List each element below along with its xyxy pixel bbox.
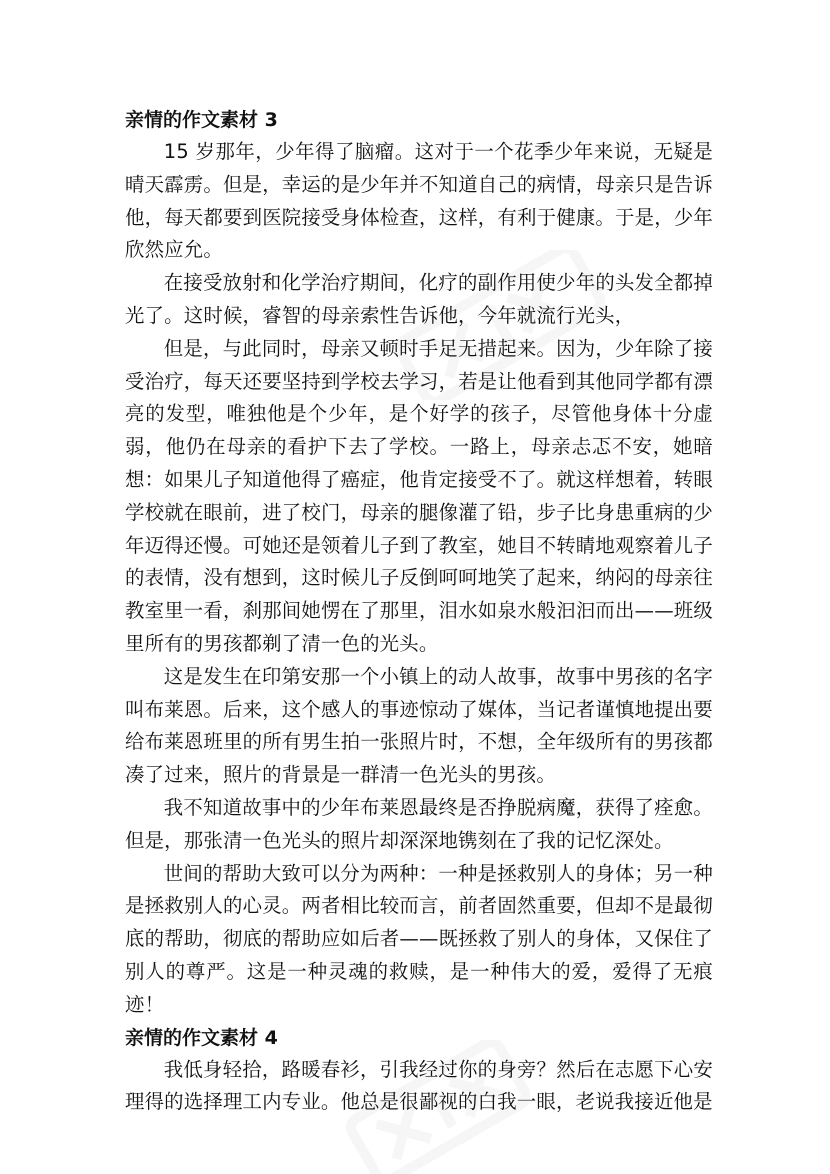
- paragraph: 在接受放射和化学治疗期间，化疗的副作用使少年的头发全都掉光了。这时候，睿智的母亲索性告诉他，今年就流行光头，: [125, 271, 713, 327]
- section-heading: 亲情的作文素材 4: [125, 1026, 278, 1049]
- article-body: [125, 104, 713, 1119]
- paragraph: 但是，与此同时，母亲又顿时手足无措起来。因为，少年除了接受治疗，每天还要坚持到学校去学习，若是让他看到其他同学都有漂亮的发型，唯独他是个少年，是个好学的孩子，尽管他身体十分虚弱，他仍在母亲的看护下去了学校。一路上，母亲忐忑不安，她暗想：如果儿子知道他得了癌症，他肯定接受不了。就这样想着，转眼学校就在眼前，进了校门，母亲的腿像灌了铅，步子比身患重病的少年迈得还慢。可她还是领着儿子到了教室，她目不转睛地观察着儿子的表情，没有想到，这时候儿子反倒呵呵地笑了起来，纳闷的母亲往教室里一看，刹那间她愣在了那里，泪水如泉水般汩汩而出——班级里所有的男孩都剃了清一色的光头。: [125, 336, 713, 655]
- section-heading: 亲情的作文素材 3: [125, 109, 278, 131]
- paragraph: 我低身轻拾，路暖春衫，引我经过你的身旁？然后在志愿下心安理得的选择理工内专业。他总是很鄙视的白我一眼，老说我接近他是: [125, 1057, 713, 1114]
- paragraph: 这是发生在印第安那一个小镇上的动人故事，故事中男孩的名字叫布莱恩。后来，这个感人的事迹惊动了媒体，当记者谨慎地提出要给布莱恩班里的所有男生拍一张照片时，不想，全年级所有的男孩都凑了过来，照片的背景是一群清一色光头的男孩。: [125, 664, 713, 787]
- section-4: [125, 1022, 713, 1120]
- paragraph: 我不知道故事中的少年布莱恩最终是否挣脱病魔，获得了痊愈。但是，那张清一色光头的照片却深深地镌刻在了我的记忆深处。: [125, 795, 713, 852]
- paragraph: 世间的帮助大致可以分为两种：一种是拯救别人的身体；另一种是拯救别人的心灵。两者相比较而言，前者固然重要，但却不是最彻底的帮助，彻底的帮助应如后者——既拯救了别人的身体，又保住了别人的尊严。这是一种灵魂的救赎，是一种伟大的爱，爱得了无痕迹！: [125, 861, 713, 1016]
- paragraph: 15 岁那年，少年得了脑瘤。这对于一个花季少年来说，无疑是晴天霹雳。但是，幸运的是少年并不知道自己的病情，母亲只是告诉他，每天都要到医院接受身体检查，这样，有利于健康。于是，少年欣然应允。: [125, 140, 713, 262]
- section-3: [125, 104, 713, 1022]
